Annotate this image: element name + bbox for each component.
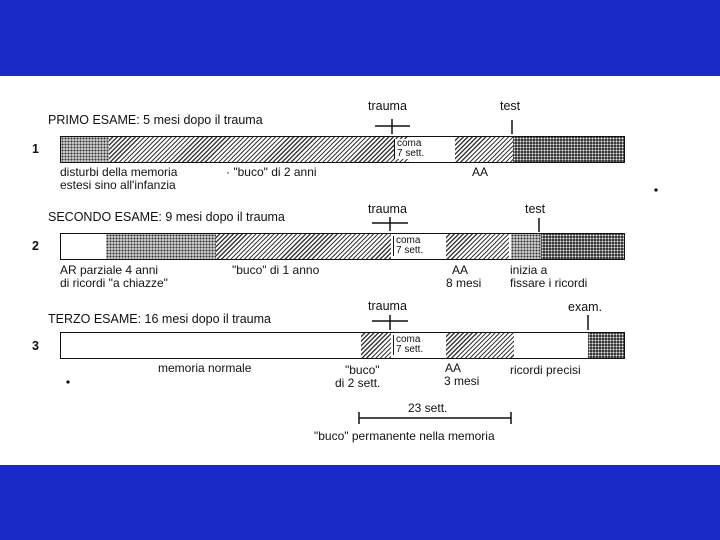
row-1-aa-label: AA bbox=[472, 165, 489, 179]
permanent-gap-label: "buco" permanente nella memoria bbox=[314, 429, 495, 443]
row-3-aa-label-1: AA bbox=[445, 361, 462, 375]
speck-2 bbox=[67, 381, 69, 383]
row-2-test-label: test bbox=[525, 202, 546, 216]
row-3-normal-label: memoria normale bbox=[158, 361, 252, 375]
row-3-coma-label: coma bbox=[396, 334, 421, 345]
row-1-trauma-label: trauma bbox=[368, 99, 407, 113]
row-3-right-label: ricordi precisi bbox=[510, 363, 581, 377]
row-3-gap-label-1: "buco" bbox=[345, 363, 380, 377]
row-2-right-label-2: fissare i ricordi bbox=[510, 276, 588, 290]
row-1-gap-label: · "buco" di 2 anni bbox=[226, 165, 317, 179]
row-2-coma-label: coma bbox=[396, 235, 421, 246]
row-1-heading: PRIMO ESAME: 5 mesi dopo il trauma bbox=[48, 113, 263, 127]
row-3-exam-label: exam. bbox=[568, 300, 603, 314]
row-2-gap-label: "buco" di 1 anno bbox=[232, 263, 320, 277]
row-3-heading: TERZO ESAME: 16 mesi dopo il trauma bbox=[48, 312, 271, 326]
row-3-coma-duration: 7 sett. bbox=[396, 344, 424, 355]
row-2-left-label-2: di ricordi "a chiazze" bbox=[60, 276, 168, 290]
span-duration-label: 23 sett. bbox=[408, 401, 448, 415]
row-1-test-label: test bbox=[500, 99, 521, 113]
row-1-coma-label: coma bbox=[397, 138, 422, 149]
row-3-gap-label-2: di 2 sett. bbox=[335, 376, 381, 390]
row-2-aa-label-1: AA bbox=[452, 263, 469, 277]
row-2-aa-label-2: 8 mesi bbox=[446, 276, 482, 290]
row-2-right-label-1: inizia a bbox=[510, 263, 548, 277]
speck-1 bbox=[655, 189, 657, 191]
row-3-aa-label-2: 3 mesi bbox=[444, 374, 480, 388]
row-2-number: 2 bbox=[32, 239, 39, 253]
row-3-number: 3 bbox=[32, 339, 39, 353]
row-3-trauma-label: trauma bbox=[368, 299, 407, 313]
row-1-left-label-1: disturbi della memoria bbox=[60, 165, 178, 179]
row-2-trauma-label: trauma bbox=[368, 202, 407, 216]
row-1-number: 1 bbox=[32, 142, 39, 156]
row-2-heading: SECONDO ESAME: 9 mesi dopo il trauma bbox=[48, 210, 285, 224]
row-1-left-label-2: estesi sino all'infanzia bbox=[60, 178, 176, 192]
row-2-left-label-1: AR parziale 4 anni bbox=[60, 263, 159, 277]
row-1-coma-duration: 7 sett. bbox=[397, 148, 425, 159]
row-2-coma-duration: 7 sett. bbox=[396, 245, 424, 256]
